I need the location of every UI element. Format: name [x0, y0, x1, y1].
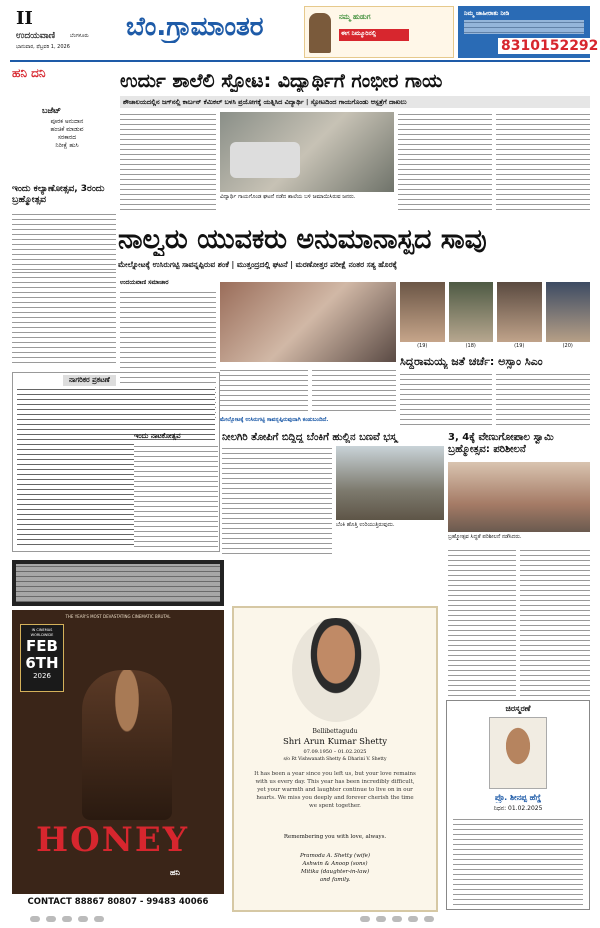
city: ಬೆಂಗಳೂರು	[70, 33, 89, 39]
movie-title: HONEY	[36, 820, 190, 860]
ad2-text	[464, 20, 584, 34]
notice-heading: ನಾಗರಿಕರ ಪ್ರಕಟಣೆ	[63, 375, 116, 386]
ad-phone: 8310152292	[498, 38, 600, 54]
victim-photo	[449, 282, 494, 342]
fire-caption: ಬೆಂಕಿ ಹೊತ್ತಿ ಉರಿಯುತ್ತಿರುವುದು.	[336, 522, 395, 528]
obituary-name: ಪ್ರೊ. ಶೀನಪ್ಪ ಹೆಗ್ಡೆ	[494, 793, 542, 802]
fire-col1	[222, 446, 332, 554]
memorial-dates: 07.09.1950 – 01.02.2025	[303, 749, 367, 755]
fire-headline: ನೀಲಗಿರಿ ತೋಪಿಗೆ ಬಿದ್ದಿದ್ದ ಬೆಂಕಿಗೆ ಹುಲ್ಲಿನ ಬಣವೆ ಭಸ್ಮ	[222, 432, 397, 443]
second-subhead: ಮೇಲ್ನೋಟಕ್ಕೆ ಉಸಿರುಗಟ್ಟಿ ಸಾವನ್ನಪ್ಪಿರುವ ಶಂಕೆ | ಮುತ್ತಂದ್ರದಲ್ಲಿ ಘಟನೆ | ಮರಣೋತ್ತರ ಪರೀಕ್ಷೆ ನಂತರ ಸತ್ಯ ಹೊರಕ್ಕೆ	[118, 260, 397, 269]
masthead-rule	[10, 60, 590, 62]
ad-box-2	[458, 6, 599, 58]
ad1-line2: ಈಗ ನಿಮ್ಮೂರಿನಲ್ಲಿ	[341, 30, 377, 37]
victim-photo	[400, 282, 445, 342]
lead-headline: ಉರ್ದು ಶಾಲೆಲಿ ಸ್ಫೋಟ: ವಿದ್ಯಾರ್ಥಿಗೆ ಗಂಭೀರ ಗಾಯ	[120, 70, 443, 92]
lead-subhead: ಶೌಚಾಲಯದಲ್ಲಿನ ಜಗ್‌ನಲ್ಲಿ ಕಾರ್ಬನ್ ಕೆಮಿಕಲ್ ಬಳಸಿ ಪ್ರಯೋಗಕ್ಕೆ ಯತ್ನಿಸಿದ ವಿದ್ಯಾರ್ಥಿ | ಸ್ಫೋಟದಿಂದ ಗಾಯಗೊಂಡು ಆಸ್ಪತ್ರೆಗೆ ದಾಖಲು	[120, 96, 590, 108]
cinema-strip-text	[16, 564, 220, 602]
side-headline: ಸಿದ್ದರಾಮಯ್ಯ ಜತೆ ಚರ್ಚೆ: ಅಸ್ಸಾಂ ಸಿಎಂ	[400, 355, 543, 368]
temple-caption: ಬ್ರಹ್ಮೋತ್ಸವ ಸಿದ್ಧತೆ ಪರಿಶೀಲನೆ ನಡೆಸಿದರು.	[448, 534, 522, 540]
second-headline: ನಾಲ್ವರು ಯುವಕರು ಅನುಮಾನಾಸ್ಪದ ಸಾವು	[118, 224, 487, 255]
temple-col1	[448, 548, 516, 698]
side-col1	[400, 372, 492, 426]
budget-lines: ಪೂರಕ ಅನುದಾನ ಹಂಚಿಕೆ ಮಾಡುವ ಸರಕಾರದ ನಿರೀಕ್ಷೆ ಹುಸಿ	[50, 118, 84, 149]
obituary-photo	[489, 717, 547, 789]
second-photo	[220, 282, 396, 362]
second-col1	[12, 270, 116, 366]
obituary-body	[453, 817, 583, 905]
lead-col1	[120, 112, 216, 212]
lead-caption: ವಿದ್ಯಾರ್ಥಿ ಗಾಯಗೊಂಡ ಘಟನೆ ನಡೆದ ಶಾಲೆಯ ಬಳಿ ಜಮಾಯಿಸಿರುವ ಜನರು.	[220, 194, 356, 200]
release-day: 6TH	[25, 655, 59, 672]
section-title: ಬೆಂ.ಗ್ರಾಮಾಂತರ	[126, 12, 264, 42]
memorial-message: It has been a year since you left us, but your love remains with us every day. This year has been incredibly difficult, yet your warmth and laughter continue to live on in our hearts. We miss you deeply and forever cherish the time we spent together.	[254, 771, 416, 809]
movie-ad	[12, 610, 224, 910]
story-head: ಇಂದು ಕಲ್ಯಾಣೋತ್ಸವ, 3ರಂದು ಬ್ರಹ್ಮೋತ್ಸವ	[12, 184, 105, 205]
ad-figure-icon	[309, 13, 331, 53]
budget-head: ಬಜೆಟ್	[42, 106, 61, 115]
victim-captions: (19) (18) (19) (20)	[417, 343, 573, 349]
memorial-ad	[232, 606, 438, 912]
memorial-relation: s/o Rt Vishwanath Shetty & Dharini V. Shetty	[283, 757, 387, 762]
obituary-date: ನಿಧನ: 01.02.2025	[493, 805, 543, 812]
temple-headline: 3, 4ಕ್ಕೆ ವೇಣುಗೋಪಾಲ ಸ್ವಾಮಿ ಬ್ರಹ್ಮೋತ್ಸವ: ಪರಿಶೀಲನೆ	[448, 432, 554, 455]
memorial-family: Pramoda A. Shetty (wife) Ashwin & Anoop (sons) Mitika (daughter-in-law) and family.	[299, 853, 371, 883]
second-col3	[220, 368, 308, 414]
fire-photo	[336, 446, 444, 520]
actor-figure	[82, 670, 172, 820]
side-col2	[496, 372, 590, 426]
memorial-closing: Remembering you with love, always.	[283, 834, 387, 840]
registration-marks-left	[30, 916, 104, 922]
victim-photos	[400, 282, 590, 342]
memorial-name: Shri Arun Kumar Shetty	[282, 737, 388, 747]
memorial-place: Bellibettagudu	[312, 728, 358, 735]
today-head: ಇಂದು ನಾಟಕೋತ್ಸವ	[134, 432, 181, 440]
portrait	[292, 618, 380, 722]
ad-box-1	[304, 6, 454, 58]
car-shape	[230, 142, 300, 178]
masthead	[10, 6, 599, 58]
release-box	[20, 624, 64, 692]
lead-col3	[398, 112, 492, 212]
cinema-strip	[12, 560, 224, 606]
victim-photo	[497, 282, 542, 342]
obituary-box	[446, 700, 590, 910]
second-callout: ಮೇಲ್ನೋಟಕ್ಕೆ ಉಸಿರುಗಟ್ಟಿ ಸಾವನ್ನಪ್ಪಿರುವುದಾಗಿ ಕಂಡುಬಂದಿದೆ.	[220, 417, 329, 423]
obituary-heading: ಚಿರಸ್ಮರಣೆ	[505, 704, 531, 713]
release-month: FEB	[26, 638, 58, 655]
registration-marks-right	[360, 916, 434, 922]
ad1-line1: ನಮ್ಮ ಹುಡುಗ	[339, 13, 371, 21]
hani-dani-logo: ಹನಿ ದನಿ	[12, 66, 46, 80]
lead-photo	[220, 112, 394, 192]
paper-name: ಉದಯವಾಣಿ	[16, 31, 56, 41]
victim-photo	[546, 282, 591, 342]
in-cinemas: IN CINEMAS WORLDWIDE	[30, 628, 54, 637]
second-col4	[312, 368, 396, 414]
movie-top-line: THE YEAR'S MOST DEVASTATING CINEMATIC BRUTAL	[65, 614, 171, 619]
release-year: 2026	[33, 672, 51, 680]
date-line: ಭಾನುವಾರ, ಫೆಬ್ರವರಿ 1, 2026	[16, 44, 70, 50]
movie-kn-credit: ಹನಿ	[170, 868, 180, 877]
page-number: II	[16, 8, 33, 29]
temple-photo	[448, 462, 590, 532]
ad2-line: ನಿಮ್ಮ ಜಾಹೀರಾತು ನೀಡಿ	[464, 10, 510, 17]
lead-col4	[496, 112, 590, 212]
today-body	[134, 444, 218, 552]
second-byline: ಉದಯವಾಣಿ ಸಮಾಚಾರ	[120, 279, 169, 286]
movie-contact: CONTACT 88867 80807 - 99483 40066	[12, 894, 224, 910]
temple-col2	[520, 548, 590, 698]
